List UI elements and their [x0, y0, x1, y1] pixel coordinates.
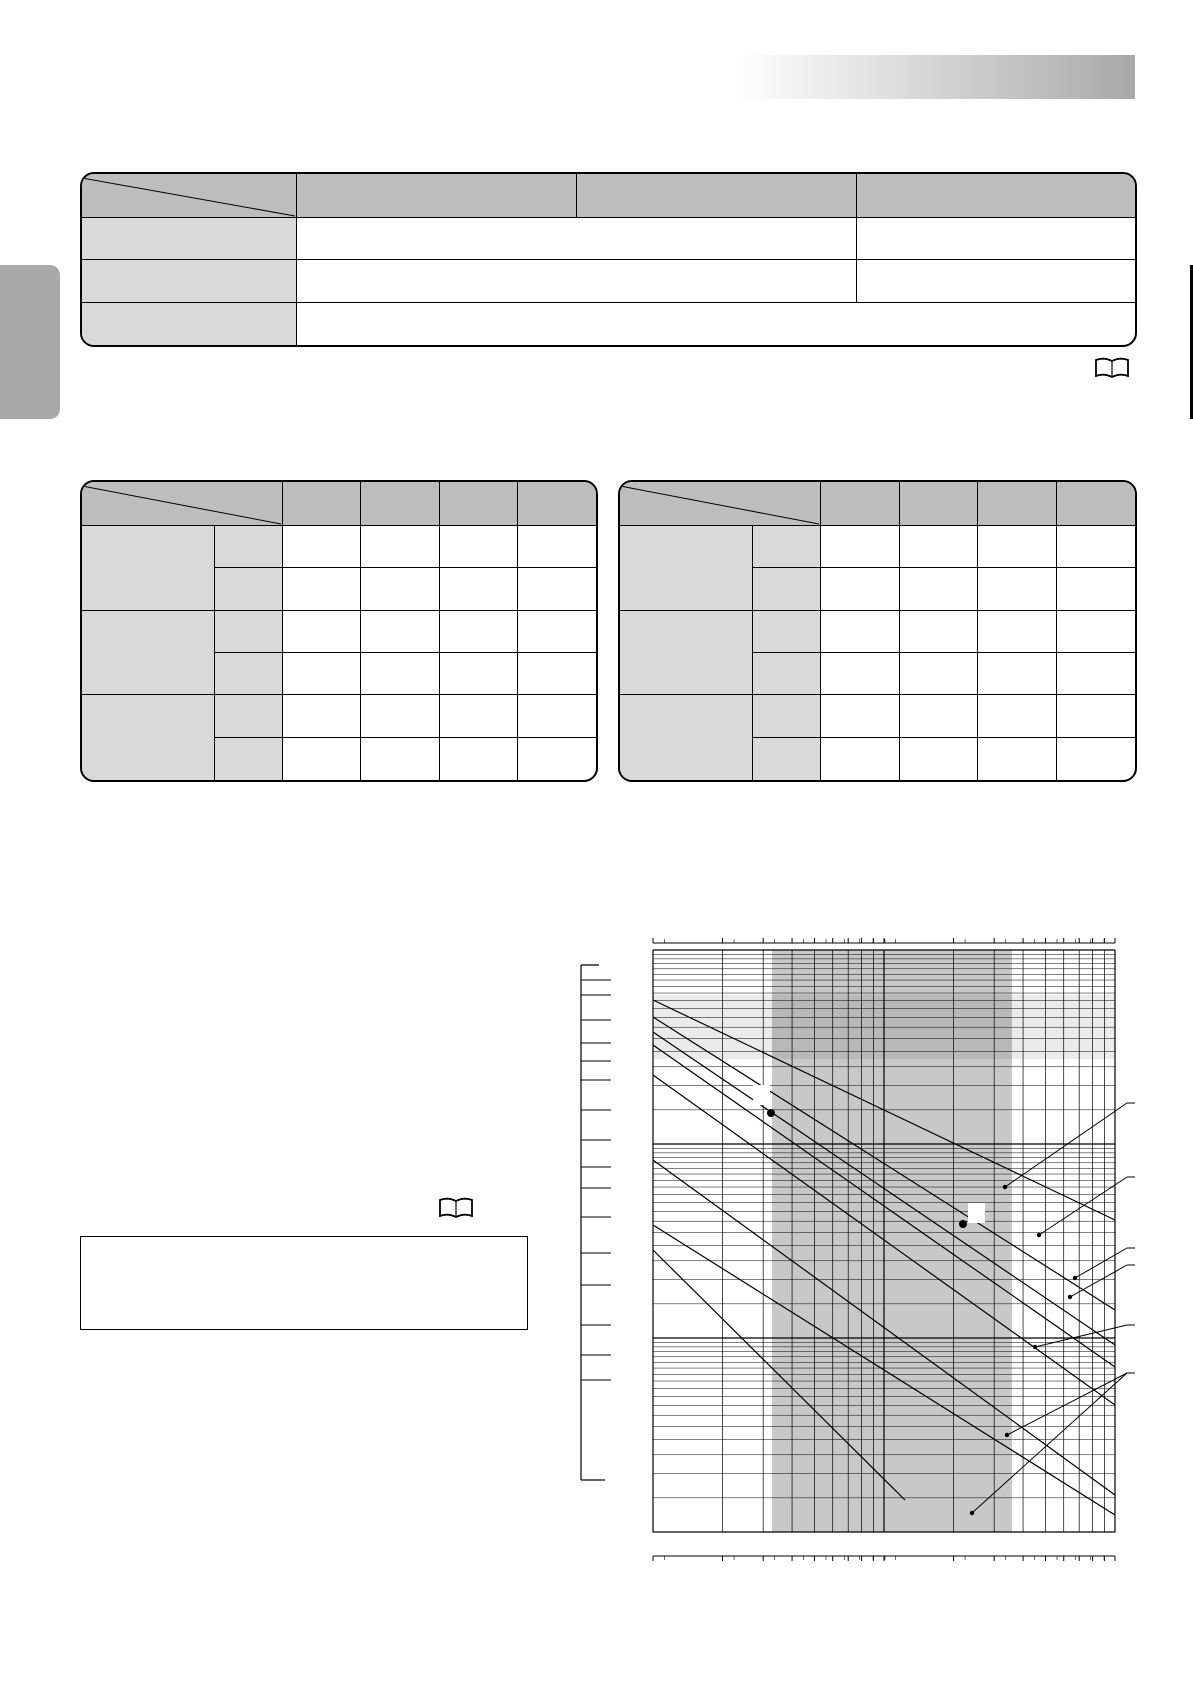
- table-sub-header: [215, 695, 283, 737]
- table-group-header: [82, 695, 215, 780]
- table-cell: [518, 526, 596, 568]
- table-cell: [283, 526, 361, 568]
- table-group-header: [620, 695, 753, 780]
- chart-callout-arrowhead: [1037, 1233, 1041, 1237]
- table-header-cell: [361, 482, 439, 526]
- chart-callout-arrowhead: [1068, 1295, 1072, 1299]
- table-cell: [900, 526, 979, 568]
- diagonal-divider: [82, 174, 297, 218]
- table-cell: [978, 653, 1057, 695]
- table-cell: [440, 526, 518, 568]
- chart-callout-arrowhead: [970, 1511, 974, 1515]
- table-header-cell: [1057, 482, 1136, 526]
- table-cell: [821, 526, 900, 568]
- log-log-chart: [575, 935, 1135, 1575]
- diagonal-divider: [82, 482, 283, 526]
- table-cell: [1057, 653, 1136, 695]
- table-header-cell: [821, 482, 900, 526]
- table-cell: [283, 653, 361, 695]
- table-cell: [361, 738, 439, 780]
- table-cell: [1057, 568, 1136, 610]
- table-sub-header: [753, 738, 821, 780]
- table-cell: [821, 653, 900, 695]
- chart-callout-arrowhead: [1033, 1345, 1037, 1349]
- top-table-cell: [297, 260, 857, 303]
- table-group-header: [620, 611, 753, 696]
- table-cell: [1057, 695, 1136, 737]
- note-box: [80, 1236, 528, 1330]
- table-sub-header: [753, 526, 821, 568]
- top-table-header-col-3: [857, 174, 1135, 218]
- table-cell: [978, 611, 1057, 653]
- book-icon: [438, 1196, 474, 1220]
- table-cell: [900, 738, 979, 780]
- table-header-cell: [440, 482, 518, 526]
- table-group-header: [82, 526, 215, 611]
- table-cell: [283, 568, 361, 610]
- chart-callout-arrowhead: [1005, 1433, 1009, 1437]
- table-cell: [518, 568, 596, 610]
- top-table-row-header-1: [82, 218, 297, 260]
- table-cell: [821, 568, 900, 610]
- table-cell: [361, 568, 439, 610]
- table-cell: [283, 611, 361, 653]
- table-corner-cell: [82, 482, 283, 526]
- table-sub-header: [215, 738, 283, 780]
- table-cell: [518, 695, 596, 737]
- table-group-header: [620, 526, 753, 611]
- table-corner-cell: [620, 482, 821, 526]
- table-sub-header: [753, 653, 821, 695]
- table-cell: [440, 653, 518, 695]
- table-cell: [900, 653, 979, 695]
- top-table-cell: [297, 303, 1135, 345]
- table-header-cell: [518, 482, 596, 526]
- top-table-header-col-2: [577, 174, 857, 218]
- table-cell: [361, 695, 439, 737]
- table-cell: [821, 695, 900, 737]
- chart-marker-label: [968, 1203, 985, 1223]
- table-cell: [978, 568, 1057, 610]
- table-cell: [518, 611, 596, 653]
- top-table-cell: [857, 218, 1135, 260]
- table-sub-header: [753, 611, 821, 653]
- table-cell: [361, 653, 439, 695]
- chart-callout-line: [1039, 1177, 1127, 1235]
- table-cell: [900, 568, 979, 610]
- table-cell: [1057, 738, 1136, 780]
- table-header-cell: [283, 482, 361, 526]
- diagonal-divider: [620, 482, 821, 526]
- table-sub-header: [215, 653, 283, 695]
- table-cell: [978, 695, 1057, 737]
- table-sub-header: [215, 568, 283, 610]
- table-cell: [900, 611, 979, 653]
- table-cell: [283, 738, 361, 780]
- table-cell: [440, 695, 518, 737]
- chart-callout-line: [1007, 1373, 1127, 1435]
- table-cell: [1057, 611, 1136, 653]
- table-cell: [518, 653, 596, 695]
- table-cell: [440, 611, 518, 653]
- table-sub-header: [753, 695, 821, 737]
- top-table-corner-cell: [82, 174, 297, 218]
- table-cell: [1057, 526, 1136, 568]
- chart-marker-label: [753, 1085, 770, 1105]
- table-sub-header: [215, 526, 283, 568]
- table-cell: [978, 526, 1057, 568]
- table-sub-header: [215, 611, 283, 653]
- chart-callout-line: [1075, 1248, 1127, 1278]
- chart-marker-dot: [959, 1220, 967, 1228]
- top-table-header-col-1: [297, 174, 577, 218]
- right-table: [618, 480, 1137, 782]
- table-cell: [900, 695, 979, 737]
- table-cell: [821, 611, 900, 653]
- chart-callout-line: [1070, 1265, 1127, 1297]
- table-cell: [283, 695, 361, 737]
- section-side-tab: [0, 265, 60, 419]
- book-icon: [1094, 356, 1130, 380]
- left-table: [80, 480, 598, 782]
- table-cell: [361, 526, 439, 568]
- top-table-cell: [297, 218, 857, 260]
- table-cell: [978, 738, 1057, 780]
- top-table-cell: [857, 260, 1135, 303]
- table-cell: [821, 738, 900, 780]
- header-gradient-bar: [735, 55, 1135, 99]
- table-header-cell: [978, 482, 1057, 526]
- table-group-header: [82, 611, 215, 696]
- chart-callout-arrowhead: [1003, 1185, 1007, 1189]
- table-cell: [440, 568, 518, 610]
- top-table-row-header-3: [82, 303, 297, 345]
- table-cell: [440, 738, 518, 780]
- table-sub-header: [753, 568, 821, 610]
- chart-marker-dot: [767, 1109, 775, 1117]
- top-table: [80, 172, 1137, 347]
- top-table-row-header-2: [82, 260, 297, 303]
- table-header-cell: [900, 482, 979, 526]
- table-cell: [361, 611, 439, 653]
- chart-callout-arrowhead: [1073, 1276, 1077, 1280]
- table-cell: [518, 738, 596, 780]
